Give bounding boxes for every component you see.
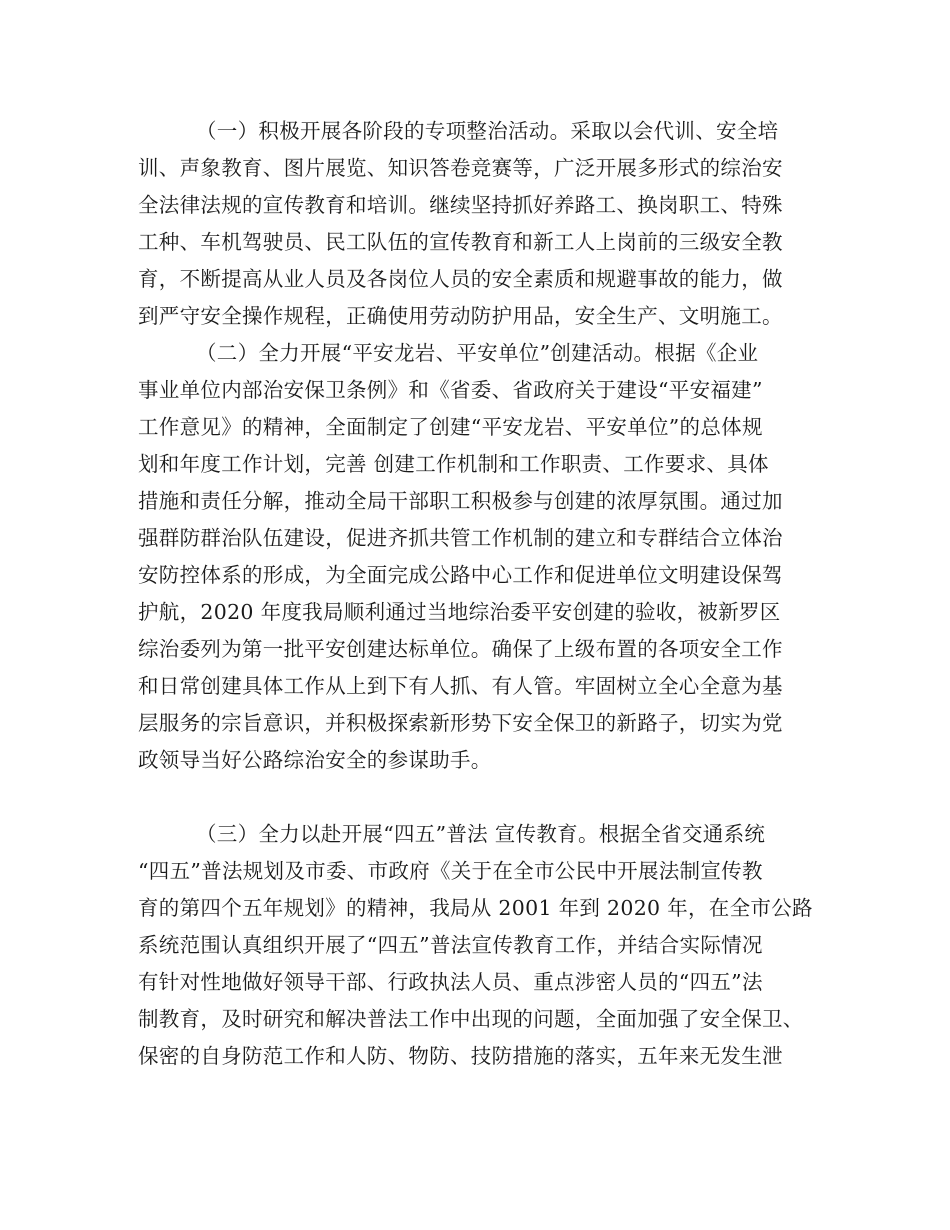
paragraph-3-line-5: 有针对性地做好领导干部、行政执法人员、重点涉密人员的“四五”法	[138, 970, 763, 994]
paragraph-2-line-3: 工作意见》的精神，全面制定了创建“平安龙岩、平安单位”的总体规	[138, 415, 763, 439]
paragraph-1-line-1: （一）积极开展各阶段的专项整治活动。采取以会代训、安全培	[196, 119, 779, 143]
paragraph-2-line-2: 事业单位内部治安保卫条例》和《省委、省政府关于建设“平安福建”	[138, 378, 763, 402]
paragraph-1-line-6: 到严守安全操作规程，正确使用劳动防护用品，安全生产、文明施工。	[138, 304, 783, 328]
paragraph-1-line-3: 全法律法规的宣传教育和培训。继续坚持抓好养路工、换岗职工、特殊	[138, 193, 783, 217]
paragraph-3-line-3: 育的第四个五年规划》的精神，我局从 2001 年到 2020 年，在全市公路	[138, 896, 813, 920]
paragraph-2-line-6: 强群防群治队伍建设，促进齐抓共管工作机制的建立和专群结合立体治	[138, 526, 783, 550]
paragraph-2-line-8: 护航，2020 年度我局顺利通过当地综治委平安创建的验收，被新罗区	[138, 600, 781, 624]
paragraph-1-line-4: 工种、车机驾驶员、民工队伍的宣传教育和新工人上岗前的三级安全教	[138, 230, 783, 254]
paragraph-2-line-7: 安防控体系的形成，为全面完成公路中心工作和促进单位文明建设保驾	[138, 563, 783, 587]
paragraph-1	[138, 113, 818, 335]
paragraph-3-line-6: 制教育，及时研究和解决普法工作中出现的问题，全面加强了安全保卫、	[138, 1007, 804, 1031]
paragraph-1-line-2: 训、声象教育、图片展览、知识答卷竞赛等，广泛开展多形式的综治安	[138, 156, 783, 180]
paragraph-3	[138, 816, 818, 1075]
paragraph-3-line-4: 系统范围认真组织开展了“四五”普法宣传教育工作，并结合实际情况	[138, 933, 763, 957]
paragraph-2-line-1: （二）全力开展“平安龙岩、平安单位”创建活动。根据《企业	[196, 341, 759, 365]
paragraph-3-line-2: “四五”普法规划及市委、市政府《关于在全市公民中开展法制宣传教	[138, 859, 763, 883]
paragraph-2-line-12: 政领导当好公路综治安全的参谋助手。	[138, 748, 492, 772]
paragraph-2	[138, 335, 818, 779]
paragraph-3-line-1: （三）全力以赴开展“四五”普法 宣传教育。根据全省交通系统	[196, 822, 766, 846]
paragraph-2-line-4: 划和年度工作计划，完善 创建工作机制和工作职责、工作要求、具体	[138, 452, 769, 476]
paragraph-3-line-7: 保密的自身防范工作和人防、物防、技防措施的落实，五年来无发生泄	[138, 1044, 783, 1068]
paragraph-1-line-5: 育，不断提高从业人员及各岗位人员的安全素质和规避事故的能力，做	[138, 267, 783, 291]
paragraph-2-line-10: 和日常创建具体工作从上到下有人抓、有人管。牢固树立全心全意为基	[138, 674, 783, 698]
paragraph-2-line-9: 综治委列为第一批平安创建达标单位。确保了上级布置的各项安全工作	[138, 637, 783, 661]
paragraph-2-line-5: 措施和责任分解，推动全局干部职工积极参与创建的浓厚氛围。通过加	[138, 489, 783, 513]
paragraph-2-line-11: 层服务的宗旨意识，并积极探索新形势下安全保卫的新路子，切实为党	[138, 711, 783, 735]
